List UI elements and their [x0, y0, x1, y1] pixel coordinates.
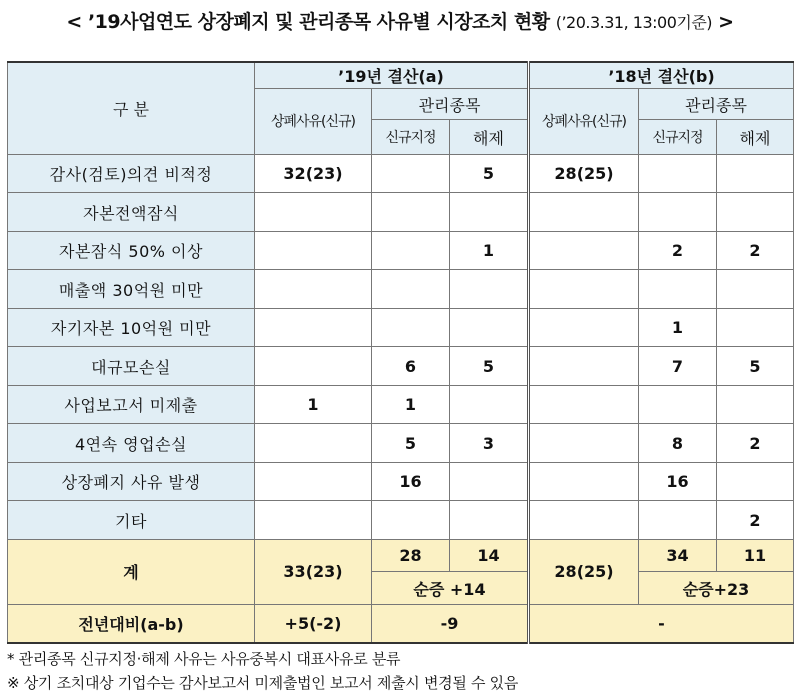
footnotes [7, 647, 793, 695]
cell-2019-delisting [255, 462, 372, 501]
cell-2018-delisting [529, 385, 639, 424]
cell-2018-new: 7 [639, 347, 717, 386]
total-2018-new: 34 [639, 539, 717, 571]
cell-2019-delisting [255, 270, 372, 309]
cell-2019-delisting [255, 347, 372, 386]
cell-2019-release [450, 385, 529, 424]
table-row [8, 231, 794, 270]
cell-2018-new [639, 385, 717, 424]
table-row [8, 308, 794, 347]
cell-2019-new: 6 [372, 347, 450, 386]
cell-2019-delisting [255, 193, 372, 232]
cell-2019-release: 3 [450, 424, 529, 463]
yoy-row [8, 604, 794, 643]
cell-2019-release: 1 [450, 231, 529, 270]
header-2018-new: 신규지정 [639, 120, 717, 154]
cell-2018-new: 16 [639, 462, 717, 501]
cell-2019-delisting [255, 501, 372, 540]
cell-2018-delisting [529, 501, 639, 540]
total-2019-net: 순증 +14 [372, 572, 529, 604]
row-label: 매출액 30억원 미만 [8, 270, 255, 309]
cell-2018-release [717, 154, 794, 193]
cell-2018-delisting [529, 462, 639, 501]
cell-2018-new: 8 [639, 424, 717, 463]
table-row [8, 270, 794, 309]
cell-2019-release [450, 308, 529, 347]
cell-2019-new [372, 154, 450, 193]
cell-2019-delisting [255, 424, 372, 463]
header-2019-admin: 관리종목 [372, 88, 529, 119]
header-2019: ’19년 결산(a) [255, 62, 529, 88]
cell-2019-delisting: 32(23) [255, 154, 372, 193]
cell-2018-delisting [529, 193, 639, 232]
table-row [8, 385, 794, 424]
total-row [8, 539, 794, 571]
yoy-admin: -9 [372, 604, 529, 643]
yoy-2018: - [529, 604, 794, 643]
cell-2019-release: 5 [450, 347, 529, 386]
cell-2018-release: 2 [717, 231, 794, 270]
header-2018: ’18년 결산(b) [529, 62, 794, 88]
cell-2018-new [639, 501, 717, 540]
cell-2018-delisting: 28(25) [529, 154, 639, 193]
cell-2019-delisting: 1 [255, 385, 372, 424]
header-2018-admin: 관리종목 [639, 88, 794, 119]
cell-2019-release [450, 270, 529, 309]
row-label: 4연속 영업손실 [8, 424, 255, 463]
row-label: 상장폐지 사유 발생 [8, 462, 255, 501]
cell-2019-new [372, 193, 450, 232]
row-label: 자기자본 10억원 미만 [8, 308, 255, 347]
row-label: 대규모손실 [8, 347, 255, 386]
cell-2018-delisting [529, 308, 639, 347]
cell-2018-new [639, 154, 717, 193]
cell-2018-delisting [529, 270, 639, 309]
total-2019-delisting: 33(23) [255, 539, 372, 604]
title-date: (’20.3.31, 13:00기준) [555, 13, 713, 32]
total-2018-delisting: 28(25) [529, 539, 639, 604]
cell-2019-new [372, 308, 450, 347]
title-close: > [718, 11, 734, 33]
cell-2018-release: 2 [717, 501, 794, 540]
cell-2019-new: 5 [372, 424, 450, 463]
table-row [8, 347, 794, 386]
cell-2018-release [717, 193, 794, 232]
cell-2018-release [717, 385, 794, 424]
cell-2018-new: 2 [639, 231, 717, 270]
footnote: * 관리종목 신규지정·해제 사유는 사유중복시 대표사유로 분류 [7, 650, 401, 668]
cell-2019-new [372, 270, 450, 309]
total-2019-new: 28 [372, 539, 450, 571]
cell-2019-new: 1 [372, 385, 450, 424]
header-category: 구 분 [8, 62, 255, 154]
cell-2018-release: 2 [717, 424, 794, 463]
cell-2019-new: 16 [372, 462, 450, 501]
cell-2018-new: 1 [639, 308, 717, 347]
yoy-label: 전년대비(a-b) [8, 604, 255, 643]
header-2018-delisting: 상폐사유(신규) [529, 88, 639, 154]
header-2019-delisting: 상폐사유(신규) [255, 88, 372, 154]
cell-2018-release [717, 308, 794, 347]
cell-2018-release [717, 462, 794, 501]
yoy-delisting: +5(-2) [255, 604, 372, 643]
cell-2019-delisting [255, 308, 372, 347]
total-2018-net: 순증+23 [639, 572, 794, 604]
row-label: 감사(검토)의견 비적정 [8, 154, 255, 193]
row-label: 자본전액잠식 [8, 193, 255, 232]
cell-2019-release [450, 462, 529, 501]
cell-2019-new [372, 501, 450, 540]
total-2019-release: 14 [450, 539, 529, 571]
cell-2019-new [372, 231, 450, 270]
status-table [7, 61, 794, 644]
cell-2018-delisting [529, 424, 639, 463]
table-row [8, 424, 794, 463]
cell-2019-delisting [255, 231, 372, 270]
page-title [0, 7, 800, 34]
cell-2018-release [717, 270, 794, 309]
cell-2018-delisting [529, 347, 639, 386]
cell-2018-release: 5 [717, 347, 794, 386]
total-label: 계 [8, 539, 255, 604]
cell-2018-new [639, 270, 717, 309]
cell-2018-new [639, 193, 717, 232]
title-main: < ’19사업연도 상장폐지 및 관리종목 사유별 시장조치 현황 [66, 11, 550, 33]
total-2018-release: 11 [717, 539, 794, 571]
row-label: 기타 [8, 501, 255, 540]
footnote: ※ 상기 조치대상 기업수는 감사보고서 미제출법인 보고서 제출시 변경될 수 있음 [7, 674, 519, 692]
table-row [8, 193, 794, 232]
cell-2019-release [450, 193, 529, 232]
header-2019-new: 신규지정 [372, 120, 450, 154]
header-2018-release: 해제 [717, 120, 794, 154]
cell-2018-delisting [529, 231, 639, 270]
table-row [8, 154, 794, 193]
table-row [8, 501, 794, 540]
table-row [8, 462, 794, 501]
row-label: 자본잠식 50% 이상 [8, 231, 255, 270]
header-2019-release: 해제 [450, 120, 529, 154]
cell-2019-release [450, 501, 529, 540]
cell-2019-release: 5 [450, 154, 529, 193]
row-label: 사업보고서 미제출 [8, 385, 255, 424]
